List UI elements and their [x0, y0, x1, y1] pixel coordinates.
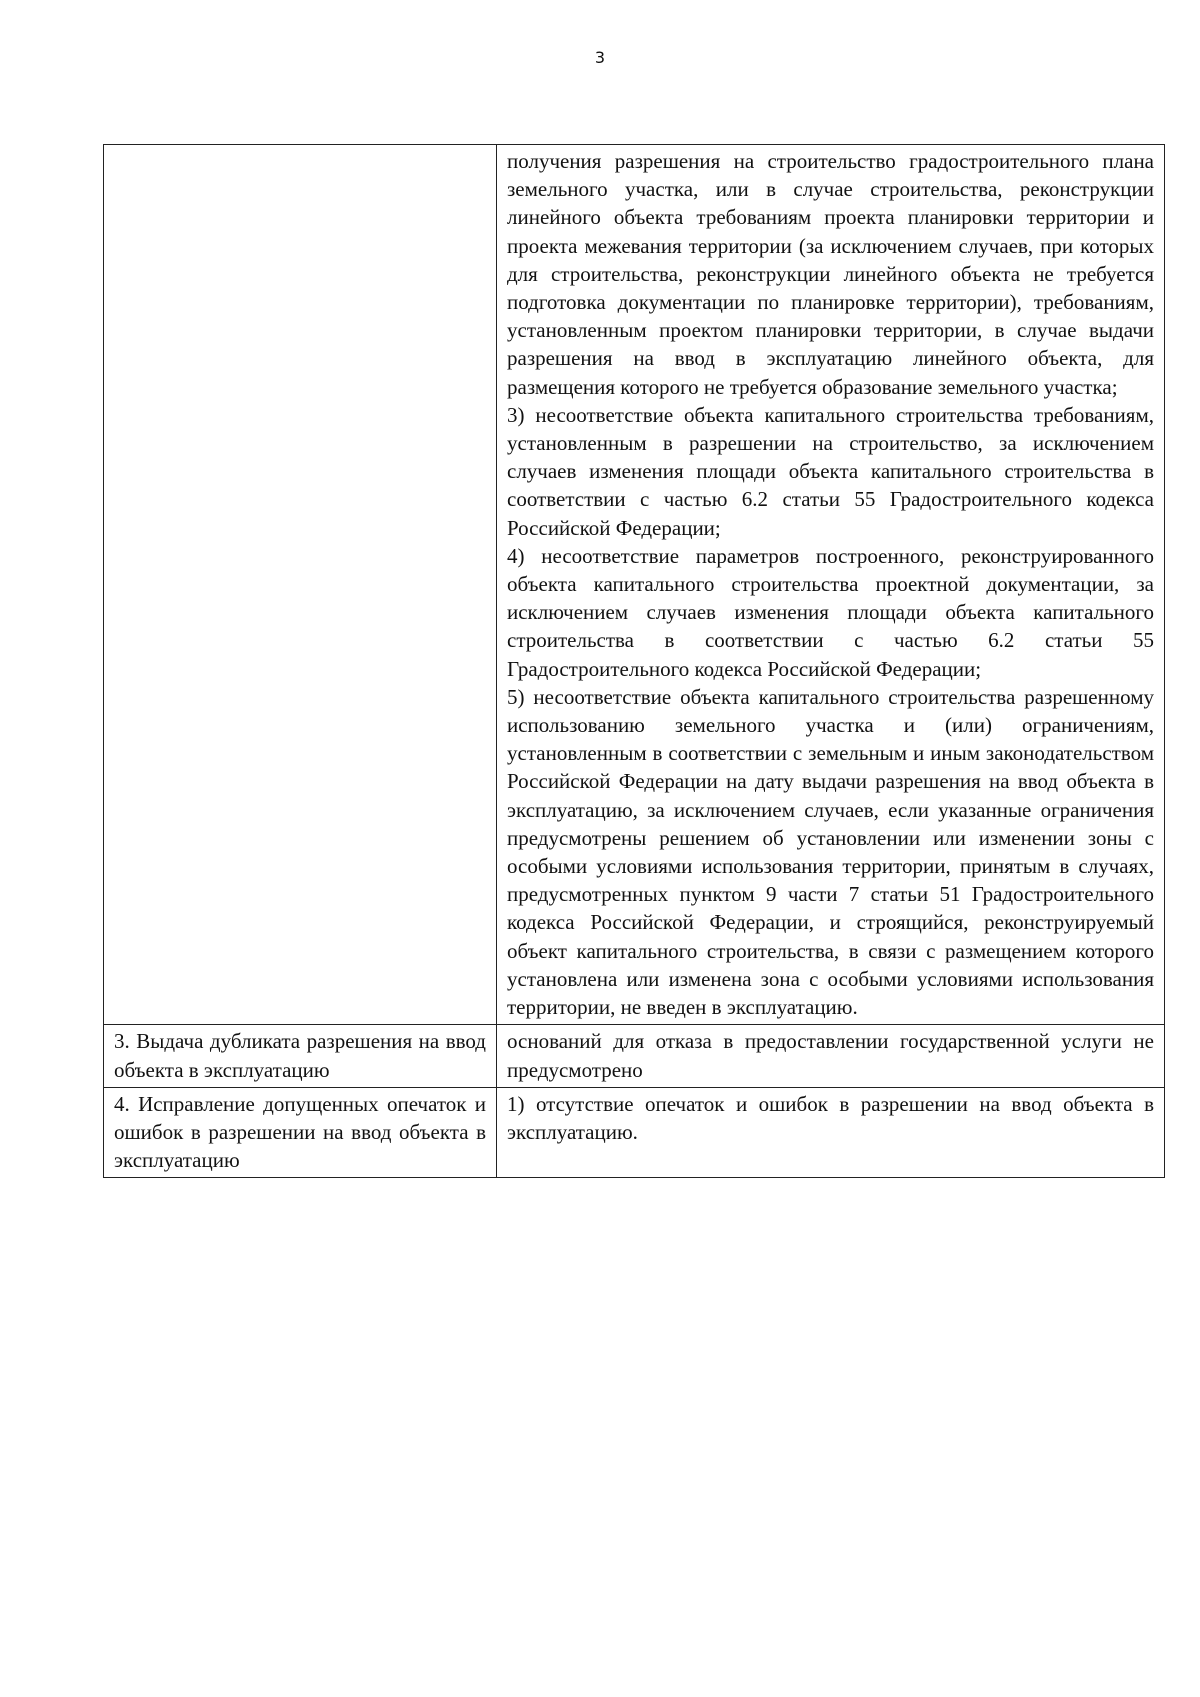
service-text: 3. Выдача дубликата разрешения на ввод объекта в эксплуатацию [114, 1029, 486, 1082]
grounds-table [103, 144, 1165, 1178]
table-row [104, 1025, 1165, 1087]
service-cell [104, 145, 497, 1025]
grounds-cell [497, 1087, 1165, 1178]
grounds-cell [497, 145, 1165, 1025]
grounds-paragraph: 3) несоответствие объекта капитального строительства требованиям, установленным в разрешении на строительство, за исключением случаев изменения площади объекта капитального строительства в соответствии с частью 6.2 статьи 55 Градостроительного кодекса Российской Федерации; [507, 402, 1154, 540]
table-row [104, 1087, 1165, 1178]
service-cell [104, 1087, 497, 1178]
grounds-cell [497, 1025, 1165, 1087]
grounds-paragraph: оснований для отказа в предоставлении государственной услуги не предусмотрено [507, 1029, 1154, 1082]
page-number: 3 [594, 48, 606, 67]
service-text: 4. Исправление допущенных опечаток и ошибок в разрешении на ввод объекта в эксплуатацию [114, 1091, 486, 1173]
grounds-paragraph: 1) отсутствие опечаток и ошибок в разрешении на ввод объекта в эксплуатацию. [507, 1091, 1154, 1144]
service-cell [104, 1025, 497, 1087]
grounds-paragraph: получения разрешения на строительство градостроительного плана земельного участка, или в случае строительства, реконструкции линейного объекта требованиям проекта планировки территории и проекта межевания территории (за исключением случаев, при которых для строительства, реконструкции линейного объекта не требуется подготовка документации по планировке территории), требованиям, установленным проектом планировки территории, в случае выдачи разрешения на ввод в эксплуатацию линейного объекта, для размещения которого не требуется образование земельного участка; [507, 149, 1154, 399]
grounds-paragraph: 5) несоответствие объекта капитального строительства разрешенному использованию земельного участка и (или) ограничениям, установленным в соответствии с земельным и иным законодательством Российской Федерации на дату выдачи разрешения на ввод объекта в эксплуатацию, за исключением случаев, если указанные ограничения предусмотрены решением об установлении или изменении зоны с особыми условиями использования территории, принятым в случаях, предусмотренных пунктом 9 части 7 статьи 51 Градостроительного кодекса Российской Федерации, и строящийся, реконструируемый объект капитального строительства, в связи с размещением которого установлена или изменена зона с особыми условиями использования территории, не введен в эксплуатацию. [507, 684, 1154, 1020]
table-row [104, 145, 1165, 1025]
grounds-paragraph: 4) несоответствие параметров построенного, реконструированного объекта капитального строительства проектной документации, за исключением случаев изменения площади объекта капитального строительства в соответствии с частью 6.2 статьи 55 Градостроительного кодекса Российской Федерации; [507, 543, 1154, 681]
